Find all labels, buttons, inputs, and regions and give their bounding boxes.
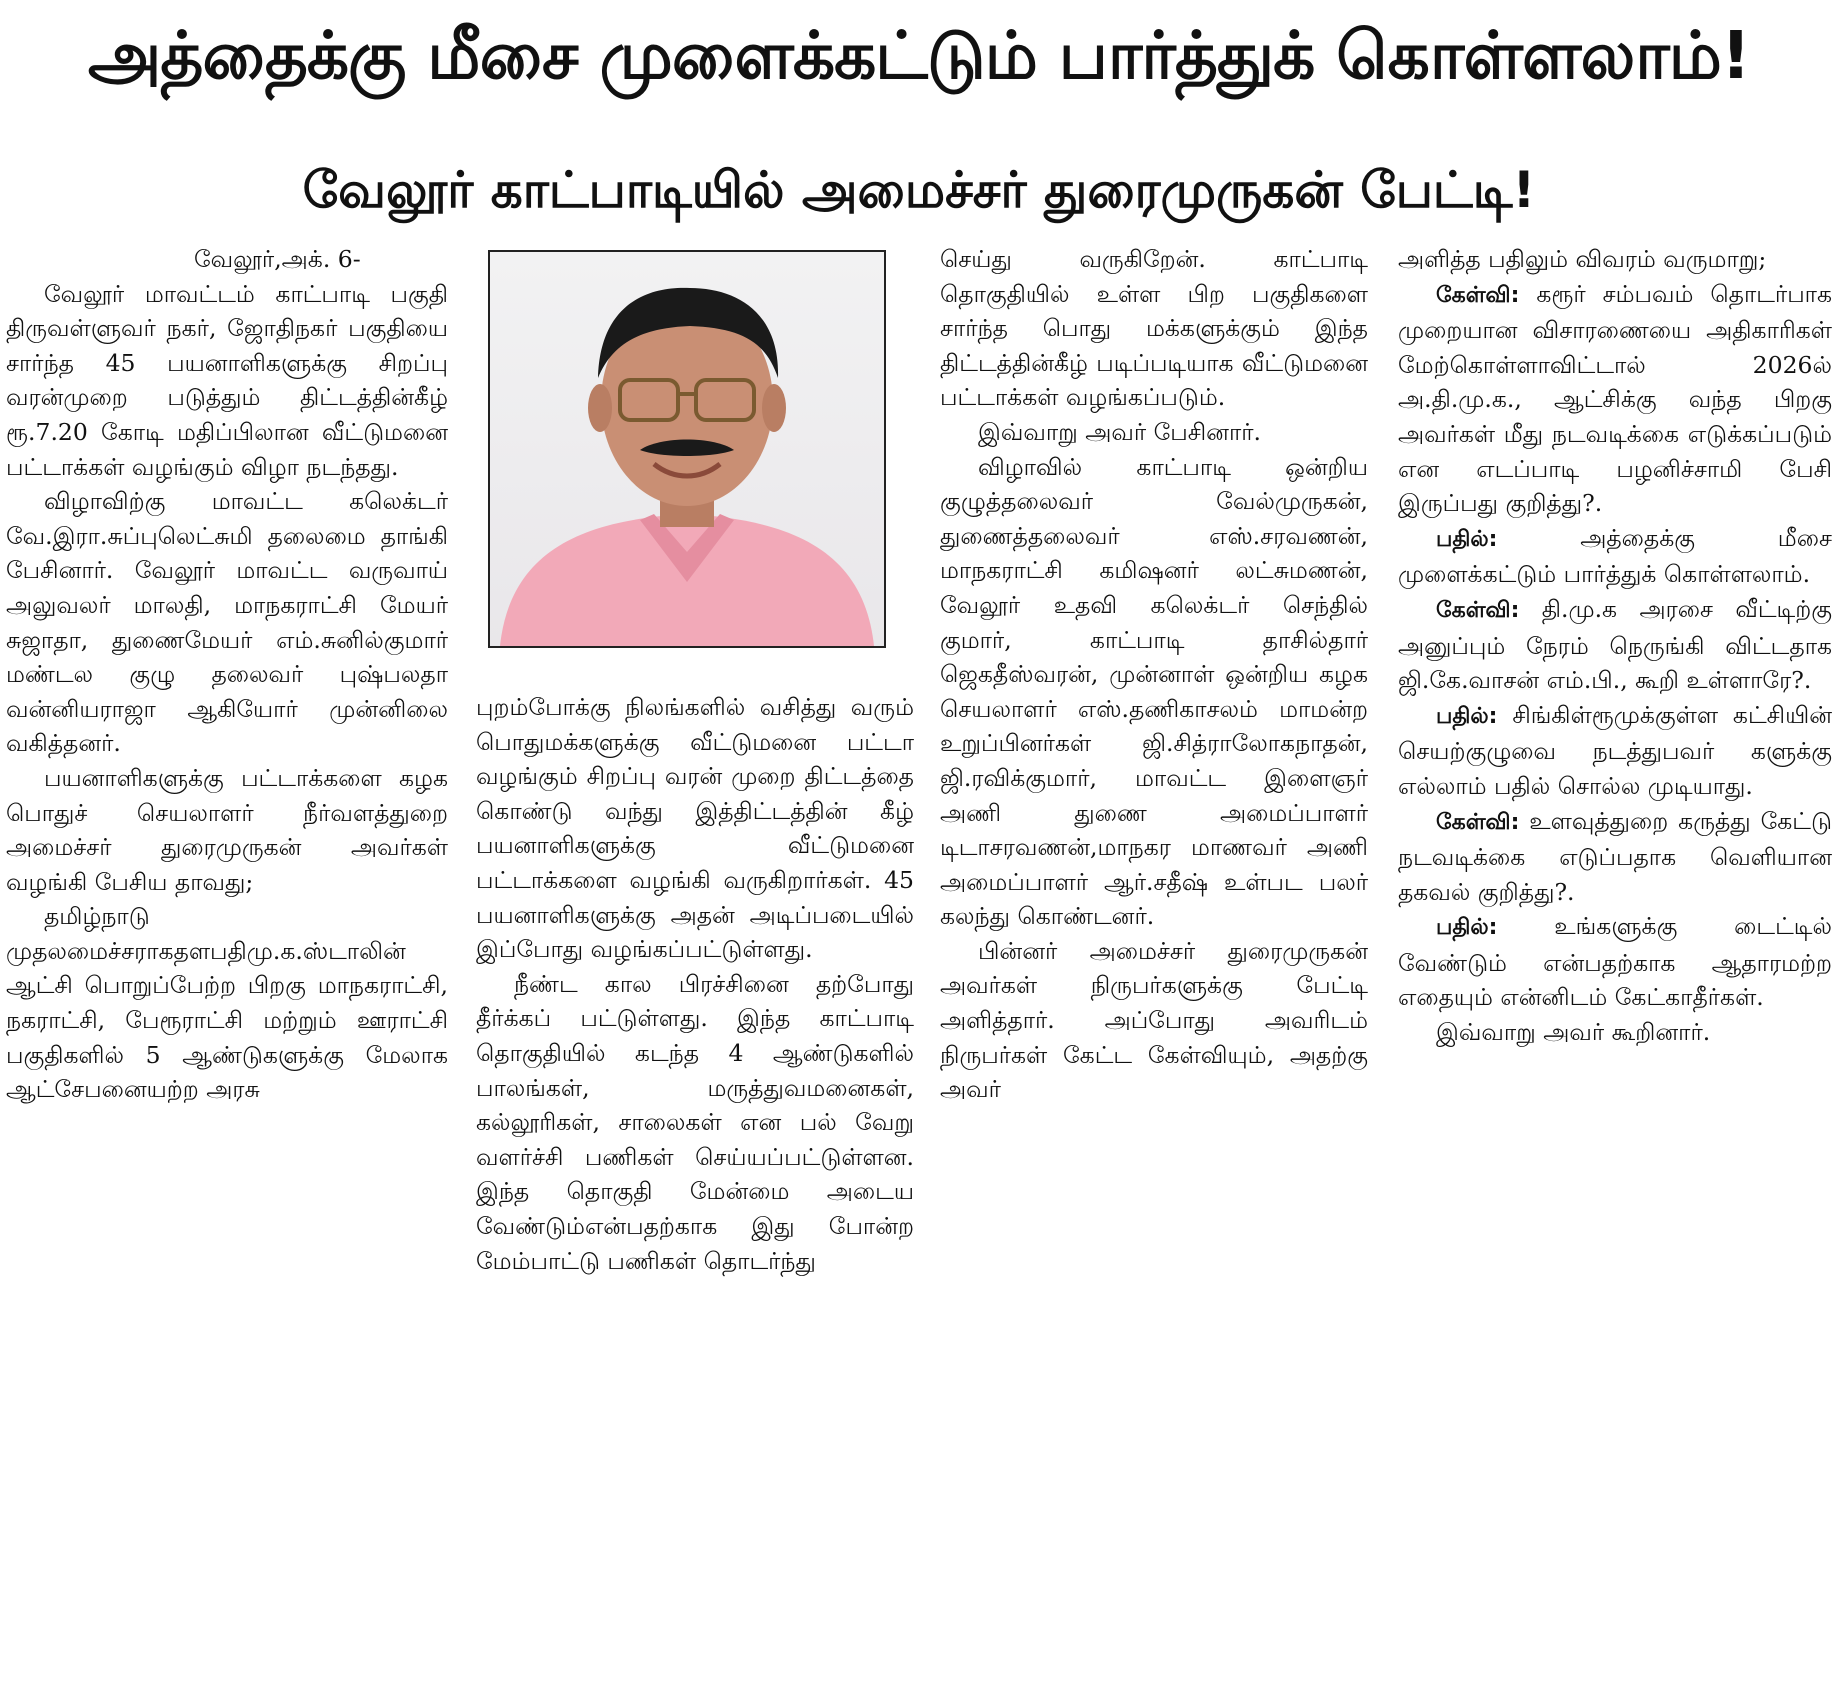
paragraph: இவ்வாறு அவர் கூறினார். <box>1436 1018 1711 1047</box>
answer-label: பதில்: <box>1436 703 1498 729</box>
qa-question <box>1398 277 1832 521</box>
qa-answer <box>1398 521 1832 592</box>
article-column-4 <box>1398 242 1832 1050</box>
paragraph: தமிழ்நாடு முதலமைச்சராகதளபதிமு.க.ஸ்டாலின் ஆட்சி பொறுப்பேற்ற பிறகு மாநகராட்சி, நகராட்சி, பேரூராட்சி மற்றும் ஊராட்சி பகுதிகளில் 5 ஆண்டுகளுக்கு மேலாக ஆட்சேபனையற்ற அரசு <box>6 902 448 1104</box>
subheadline: வேலூர் காட்பாடியில் அமைச்சர் துரைமுருகன் பேட்டி! <box>302 161 1536 219</box>
question-text: தி.மு.க அரசை வீட்டிற்கு அனுப்பும் நேரம் நெருங்கி விட்டதாக ஜி.கே.வாசன் எம்.பி., கூறி உள்ளாரே?. <box>1398 594 1832 695</box>
answer-label: பதில்: <box>1436 915 1498 941</box>
question-label: கேள்வி: <box>1436 809 1520 835</box>
question-text: கரூர் சம்பவம் தொடர்பாக முறையான விசாரணையை அதிகாரிகள் மேற்கொள்ளாவிட்டால் 2026ல் அ.தி.மு.க., ஆட்சிக்கு வந்த பிறகு அவர்கள் மீது நடவடிக்கை எடுக்கப்படும் என எடப்பாடி பழனிச்சாமி பேசி இருப்பது குறித்து?. <box>1398 279 1832 518</box>
paragraph: பின்னர் அமைச்சர் துரைமுருகன் அவர்கள் நிருபர்களுக்கு பேட்டி அளித்தார். அப்போது அவரிடம் நிருபர்கள் கேட்ட கேள்வியும், அதற்கு அவர் <box>940 936 1368 1104</box>
article-column-3 <box>940 242 1368 1107</box>
paragraph: வேலூர் மாவட்டம் காட்பாடி பகுதி திருவள்ளுவர் நகர், ஜோதிநகர் பகுதியை சார்ந்த 45 பயனாளிகளுக்கு சிறப்பு வரன்முறை படுத்தும் திட்டத்தின்கீழ் ரூ.7.20 கோடி மதிப்பிலான வீட்டுமனை பட்டாக்கள் வழங்கும் விழா நடந்தது. <box>6 279 448 481</box>
answer-text: உங்களுக்கு டைட்டில் வேண்டும் என்பதற்காக ஆதாரமற்ற எதையும் என்னிடம் கேட்காதீர்கள். <box>1398 912 1832 1012</box>
qa-question <box>1398 592 1832 698</box>
qa-question <box>1398 804 1832 910</box>
headline: அத்தைக்கு மீசை முளைக்கட்டும் பார்த்துக் கொள்ளலாம்! <box>88 17 1750 94</box>
question-text: உளவுத்துறை கருத்து கேட்டு நடவடிக்கை எடுப்பதாக வெளியான தகவல் குறித்து?. <box>1398 806 1832 906</box>
paragraph: விழாவில் காட்பாடி ஒன்றிய குழுத்தலைவர் வேல்முருகன், துணைத்தலைவர் எஸ்.சரவணன், மாநகராட்சி கமிஷனர் லட்சுமணன், வேலூர் உதவி கலெக்டர் செந்தில் குமார், காட்பாடி தாசில்தார் ஜெகதீஸ்வரன், முன்னாள் ஒன்றிய கழக செயலாளர் எஸ்.தணிகாசலம் மாமன்ற உறுப்பினர்கள் ஜி.சித்ராலோகநாதன், ஜி.ரவிக்குமார், மாவட்ட இளைஞர் அணி துணை அமைப்பாளர் டிடாசரவணன்,மாநகர மாணவர் அணி அமைப்பாளர் ஆர்.சதீஷ் உள்பட பலர் கலந்து கொண்டனர். <box>940 452 1368 931</box>
article-column-1 <box>6 242 448 1107</box>
article-column-2 <box>476 690 914 1278</box>
question-label: கேள்வி: <box>1436 282 1520 308</box>
minister-photo <box>488 250 886 648</box>
paragraph: இவ்வாறு அவர் பேசினார். <box>978 417 1261 446</box>
answer-label: பதில்: <box>1436 526 1498 552</box>
paragraph: புறம்போக்கு நிலங்களில் வசித்து வரும் பொதுமக்களுக்கு வீட்டுமனை பட்டா வழங்கும் சிறப்பு வரன் முறை திட்டத்தை கொண்டு வந்து இத்திட்டத்தின் கீழ் பயனாளிகளுக்கு வீட்டுமனை பட்டாக்களை வழங்கி வருகிறார்கள். 45 பயனாளிகளுக்கு அதன் அடிப்படையில் இப்போது வழங்கப்பட்டுள்ளது. <box>476 693 914 964</box>
answer-text: சிங்கிள்ரூமுக்குள்ள கட்சியின் செயற்குழுவை நடத்துபவர் களுக்கு எல்லாம் பதில் சொல்ல முடியாது. <box>1398 700 1832 800</box>
qa-answer <box>1398 909 1832 1015</box>
paragraph: விழாவிற்கு மாவட்ட கலெக்டர் வே.இரா.சுப்புலெட்சுமி தலைமை தாங்கி பேசினார். வேலூர் மாவட்ட வருவாய் அலுவலர் மாலதி, மாநகராட்சி மேயர் சுஜாதா, துணைமேயர் எம்.சுனில்குமார் மண்டல குழு தலைவர் புஷ்பலதா வன்னியராஜா ஆகியோர் முன்னிலை வகித்தனர். <box>6 487 448 758</box>
paragraph: நீண்ட கால பிரச்சினை தற்போது தீர்க்கப் பட்டுள்ளது. இந்த காட்பாடி தொகுதியில் கடந்த 4 ஆண்டுகளில் பாலங்கள், மருத்துவமனைகள், கல்லூரிகள், சாலைகள் என பல் வேறு வளர்ச்சி பணிகள் செய்யப்பட்டுள்ளன. இந்த தொகுதி மேன்மை அடைய வேண்டும்என்பதற்காக இது போன்ற மேம்பாட்டு பணிகள் தொடர்ந்து <box>476 969 914 1275</box>
paragraph: செய்து வருகிறேன். காட்பாடி தொகுதியில் உள்ள பிற பகுதிகளை சார்ந்த பொது மக்களுக்கும் இந்த திட்டத்தின்கீழ் படிப்படியாக வீட்டுமனை பட்டாக்கள் வழங்கப்படும். <box>940 245 1368 412</box>
portrait-illustration <box>490 252 884 646</box>
qa-answer <box>1398 698 1832 804</box>
dateline: வேலூர்,அக். 6- <box>194 245 361 273</box>
paragraph: அளித்த பதிலும் விவரம் வருமாறு; <box>1398 245 1767 273</box>
answer-text: அத்தைக்கு மீசை முளைக்கட்டும் பார்த்துக் கொள்ளலாம். <box>1398 523 1832 589</box>
paragraph: பயனாளிகளுக்கு பட்டாக்களை கழக பொதுச் செயலாளர் நீர்வளத்துறை அமைச்சர் துரைமுருகன் அவர்கள் வழங்கி பேசிய தாவது; <box>6 763 448 896</box>
question-label: கேள்வி: <box>1436 597 1520 623</box>
